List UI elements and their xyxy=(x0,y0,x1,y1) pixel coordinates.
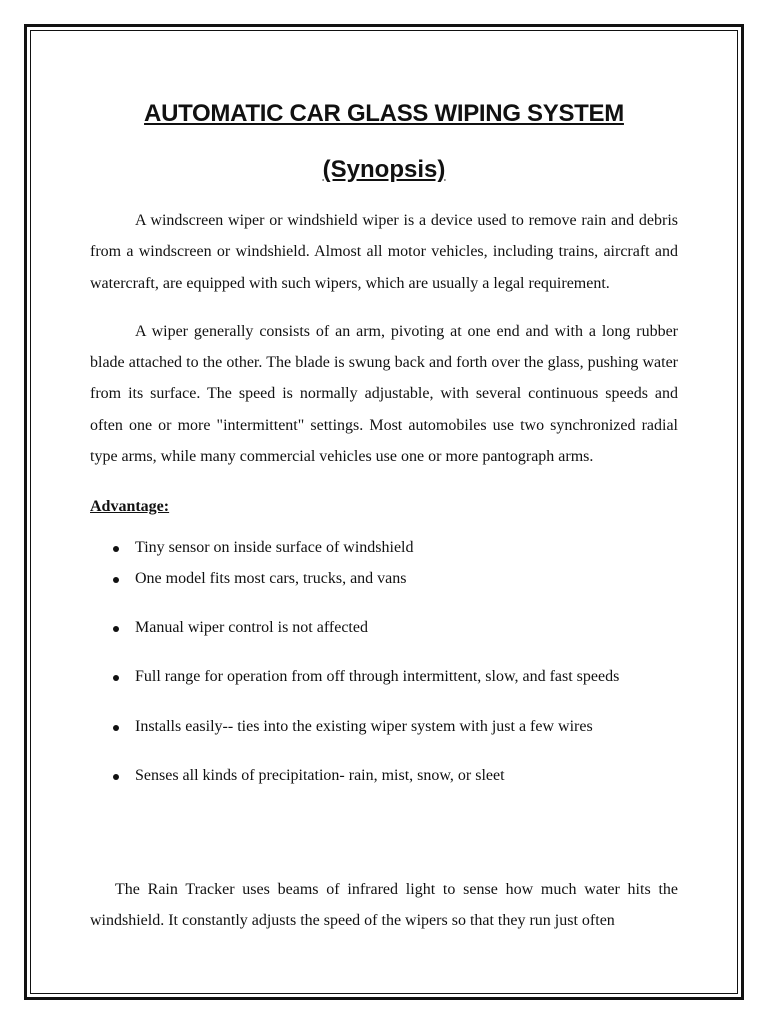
document-body xyxy=(90,92,678,929)
paragraph-wiper-description: A wiper generally consists of an arm, pivoting at one end and with a long rubber blade attached to the other. The blade is swung back and forth over the glass, pushing water from its surface. The speed is normally adjustable, with several continuous speeds and often one or more "intermittent" settings. Most automobiles use two synchronized radial type arms, while many commercial vehicles use one or more pantograph arms. xyxy=(90,322,678,466)
list-item-text: Installs easily-- ties into the existing wiper system with just a few wires xyxy=(135,718,593,736)
list-item-text: One model fits most cars, trucks, and vans xyxy=(135,570,407,588)
document-title: AUTOMATIC CAR GLASS WIPING SYSTEM xyxy=(144,100,624,127)
list-item-text: Tiny sensor on inside surface of windshield xyxy=(135,539,414,557)
document-subtitle: (Synopsis) xyxy=(322,156,446,183)
bullet-icon xyxy=(113,675,119,681)
list-item-text: Manual wiper control is not affected xyxy=(135,619,368,637)
bullet-icon xyxy=(113,725,119,731)
paragraph-rain-tracker: The Rain Tracker uses beams of infrared light to sense how much water hits the windshield. It constantly adjusts the speed of the wipers so that they run just often xyxy=(90,881,678,929)
bullet-icon xyxy=(113,626,119,632)
advantage-list xyxy=(90,520,678,790)
bullet-icon xyxy=(113,774,119,780)
bullet-icon xyxy=(113,546,119,552)
list-item-text: Senses all kinds of precipitation- rain, mist, snow, or sleet xyxy=(135,767,505,785)
advantage-heading: Advantage: xyxy=(90,498,170,516)
paragraph-intro: A windscreen wiper or windshield wiper is a device used to remove rain and debris from a windscreen or windshield. Almost all motor vehicles, including trains, aircraft and watercraft, are equipped with such wipers, which are usually a legal requirement. xyxy=(90,212,678,292)
list-item-text: Full range for operation from off through intermittent, slow, and fast speeds xyxy=(135,668,620,686)
bullet-icon xyxy=(113,577,119,583)
